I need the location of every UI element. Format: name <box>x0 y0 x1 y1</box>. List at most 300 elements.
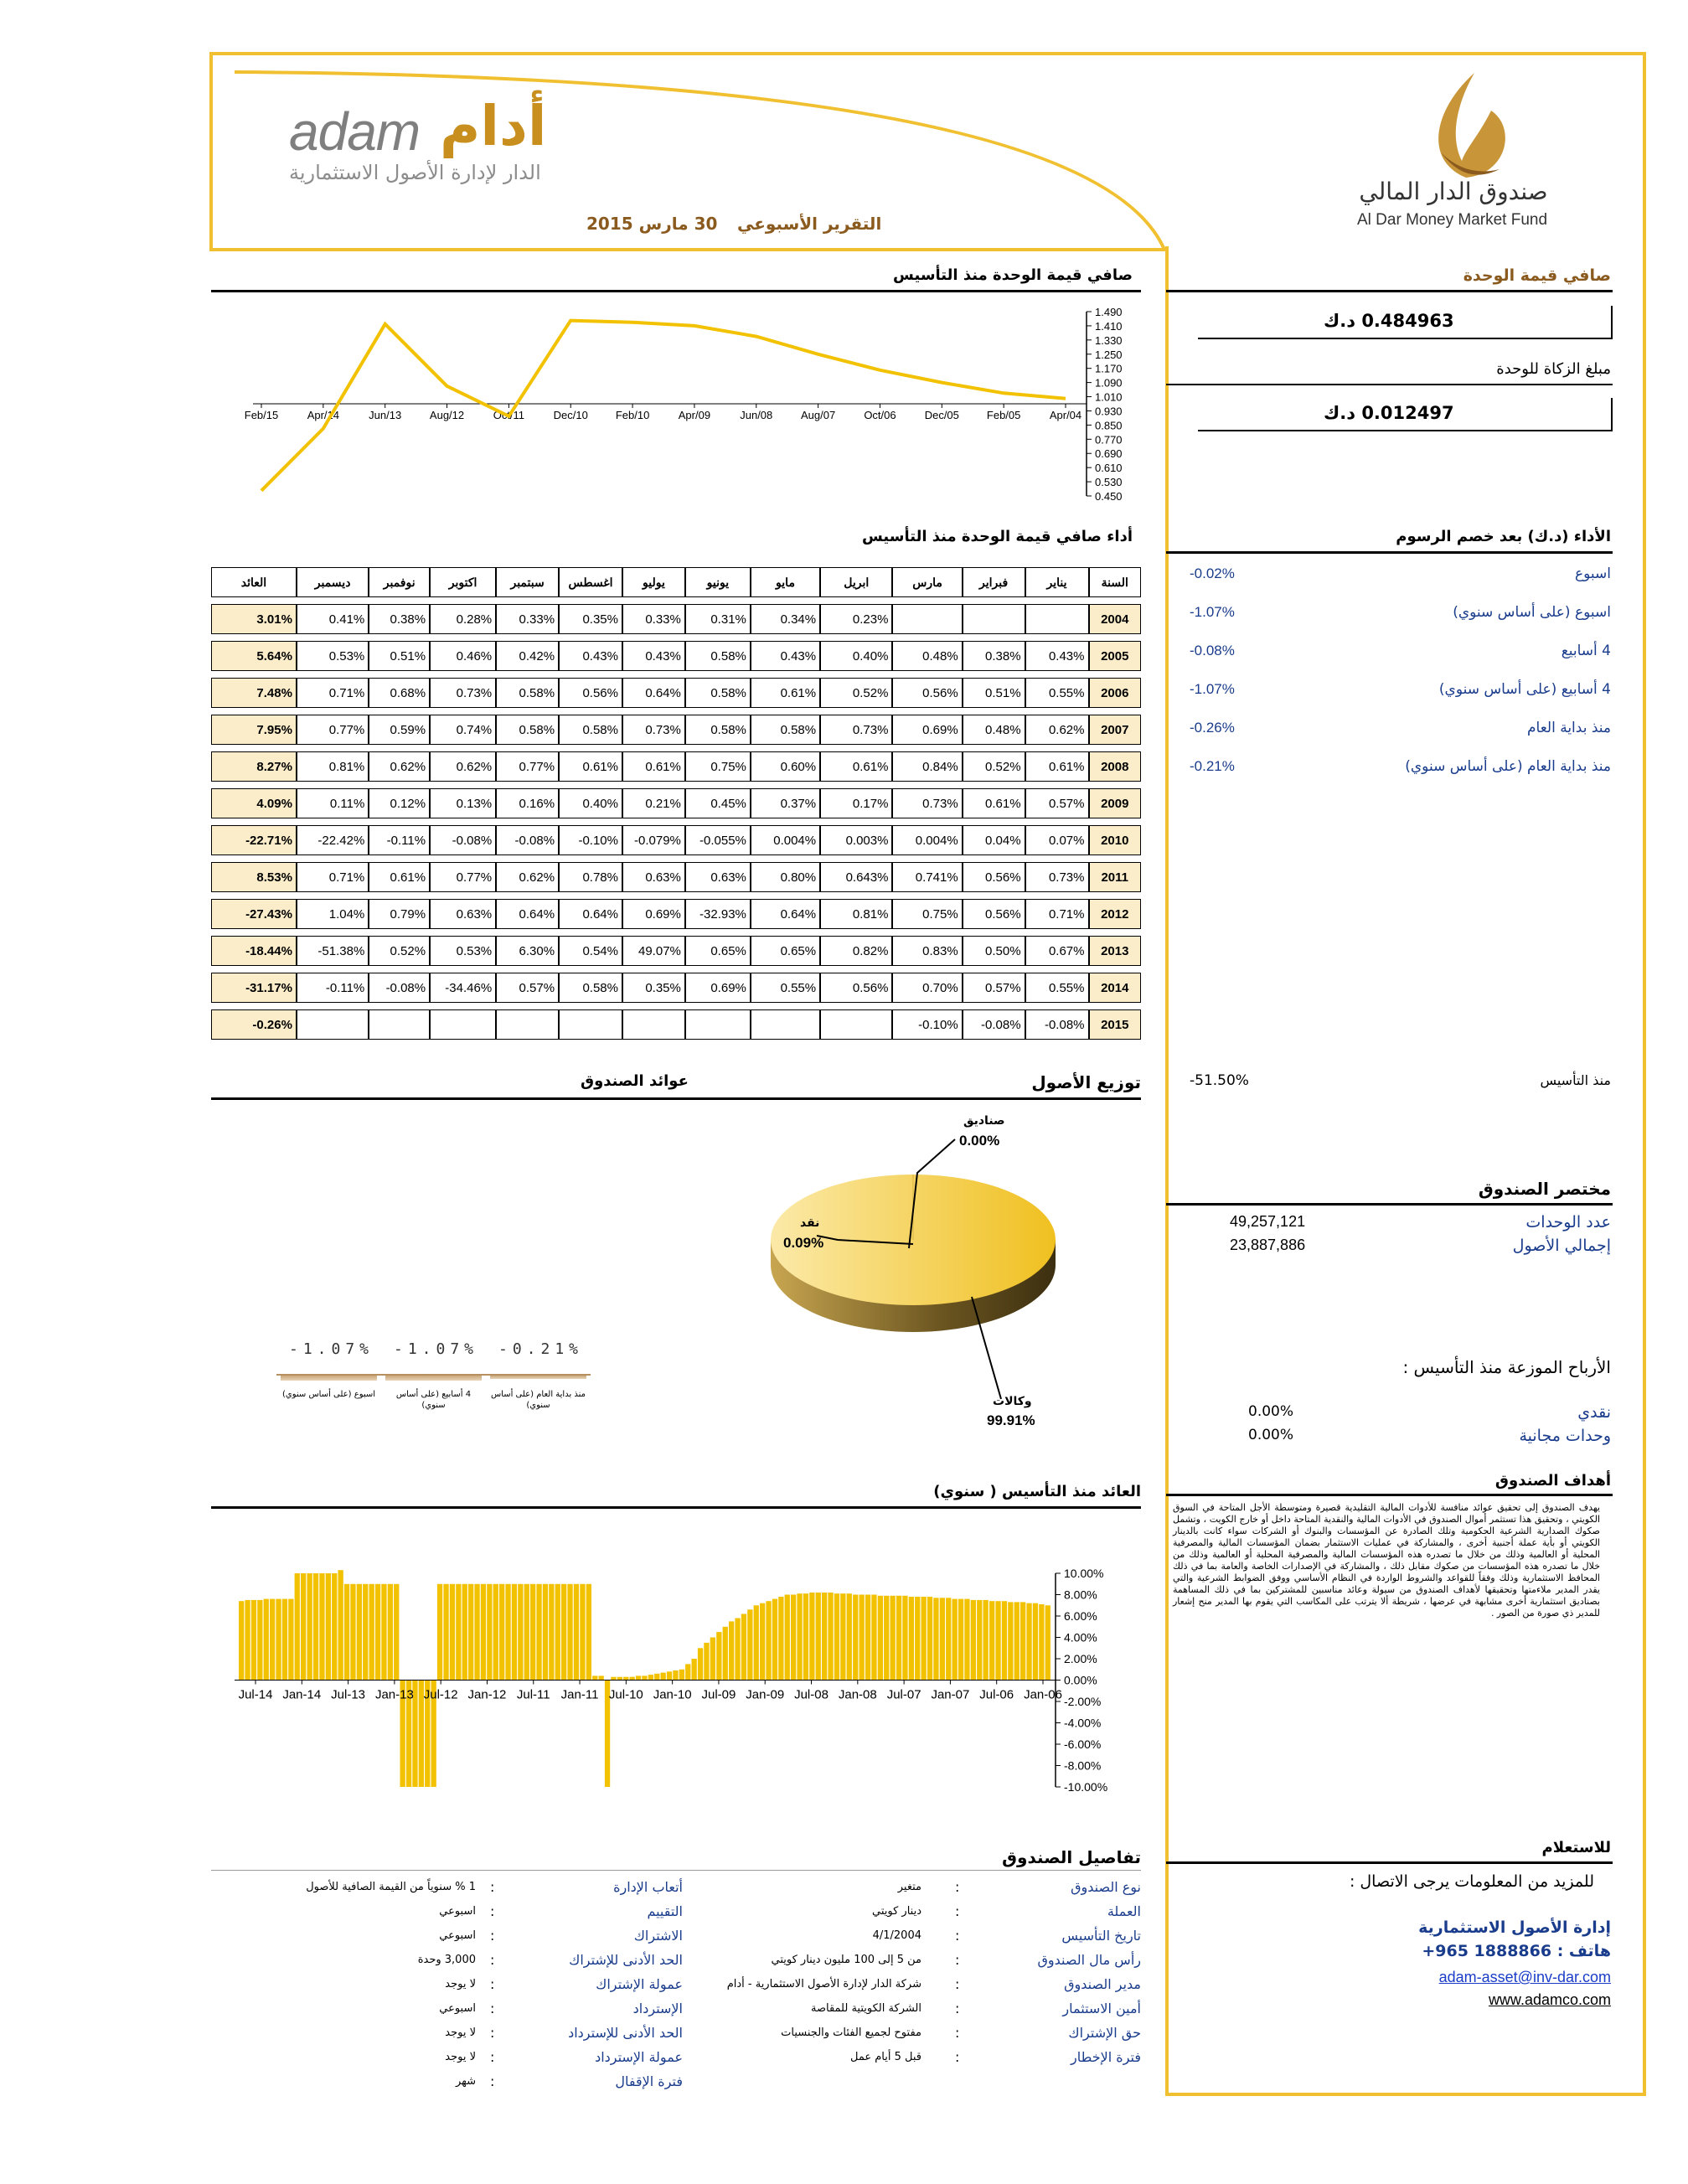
returns-value-label: -1.07% <box>289 1340 374 1358</box>
annual-bar <box>251 1600 256 1681</box>
annual-bar <box>716 1632 721 1680</box>
table-cell: 0.75% <box>685 751 751 782</box>
annual-bar <box>828 1593 833 1681</box>
units-label: عدد الوحدات <box>1525 1213 1611 1231</box>
annual-bar <box>692 1659 697 1681</box>
annual-y-tick-label: -2.00% <box>1064 1695 1102 1708</box>
annual-bar <box>791 1595 796 1681</box>
annual-bar <box>239 1601 244 1680</box>
annual-bar <box>338 1570 343 1680</box>
table-cell: 0.07% <box>1025 825 1089 855</box>
detail-label: فترة الإخطار <box>1071 2049 1141 2065</box>
table-cell: 0.43% <box>1025 641 1089 671</box>
annual-bar <box>1014 1602 1020 1680</box>
table-cell: 0.643% <box>820 862 892 892</box>
table-cell: 0.56% <box>559 678 622 708</box>
table-cell: -51.38% <box>297 936 369 966</box>
annual-bar <box>648 1675 653 1680</box>
adam-logo-ar: أدام <box>440 94 547 158</box>
detail-colon: : <box>955 1952 960 1968</box>
table-cell: 0.54% <box>559 936 622 966</box>
annual-bar <box>462 1584 467 1681</box>
table-cell: 0.04% <box>963 825 1025 855</box>
annual-bar <box>1045 1605 1050 1680</box>
annual-bar <box>915 1597 920 1681</box>
annual-return-cell: 5.64% <box>211 641 297 671</box>
table-cell: 0.77% <box>297 715 369 745</box>
table-cell: 0.004% <box>892 825 962 855</box>
table-cell: 0.53% <box>430 936 496 966</box>
table-cell: 0.81% <box>297 751 369 782</box>
returns-value-label: -1.07% <box>394 1340 479 1358</box>
detail-colon: : <box>955 2049 960 2065</box>
table-cell: -0.08% <box>963 1009 1025 1040</box>
annual-y-tick-label: -6.00% <box>1064 1737 1102 1751</box>
performance-label: 4 أسابيع <box>1561 643 1611 659</box>
annual-bar <box>636 1675 641 1680</box>
table-cell: -0.055% <box>685 825 751 855</box>
performance-value: -0.26% <box>1190 720 1235 736</box>
annual-bar <box>878 1596 883 1681</box>
table-header-row <box>211 567 1141 597</box>
nav-y-tick-label: 1.250 <box>1095 348 1123 361</box>
performance-value: -0.21% <box>1190 758 1235 774</box>
nav-x-tick-label: Feb/10 <box>615 409 650 421</box>
table-cell: 0.43% <box>751 641 820 671</box>
detail-value: اسبوعي <box>439 2002 476 2015</box>
objectives-divider <box>1166 1494 1613 1496</box>
detail-value: 3,000 وحدة <box>417 1954 476 1966</box>
annual-bar <box>952 1599 958 1681</box>
table-cell: 0.82% <box>820 936 892 966</box>
table-cell: 0.77% <box>496 751 559 782</box>
detail-colon: : <box>490 2073 495 2089</box>
table-row <box>211 641 1141 671</box>
detail-colon: : <box>955 2025 960 2041</box>
agency-value: 99.91% <box>987 1412 1035 1428</box>
table-cell: -0.08% <box>1025 1009 1089 1040</box>
table-cell: 0.58% <box>685 678 751 708</box>
year-cell: 2014 <box>1089 973 1142 1003</box>
nav-y-tick-label: 0.450 <box>1095 490 1123 503</box>
table-header-cell: فبراير <box>963 567 1025 597</box>
table-cell: 0.60% <box>751 751 820 782</box>
table-cell: 0.40% <box>559 788 622 818</box>
table-cell: 0.78% <box>559 862 622 892</box>
table-row <box>211 936 1141 966</box>
table-cell: 0.58% <box>559 715 622 745</box>
nav-line-series <box>261 321 1066 491</box>
table-cell: 0.31% <box>685 604 751 634</box>
table-cell: 0.61% <box>751 678 820 708</box>
detail-value: شركة الدار لإدارة الأصول الاستثمارية - أدام <box>726 1978 921 1990</box>
annual-bar <box>561 1584 566 1681</box>
nav-x-tick-label: Apr/04 <box>1049 409 1082 421</box>
annual-x-tick-label: Jan-07 <box>931 1687 970 1702</box>
annual-bar <box>350 1584 355 1681</box>
table-cell: 0.58% <box>751 715 820 745</box>
annual-return-cell: -31.17% <box>211 973 297 1003</box>
annual-x-tick-label: Jul-09 <box>701 1687 736 1702</box>
nav-y-tick-label: 1.090 <box>1095 376 1123 390</box>
detail-label: أمين الاستثمار <box>1062 2001 1141 2016</box>
annual-bar <box>958 1599 963 1681</box>
annual-bar <box>574 1584 579 1681</box>
detail-colon: : <box>490 1903 495 1919</box>
annual-x-tick-label: Jan-10 <box>653 1687 692 1702</box>
annual-bar <box>493 1584 498 1681</box>
performance-label: 4 أسابيع (على أساس سنوي) <box>1438 681 1611 698</box>
table-cell: 0.61% <box>559 751 622 782</box>
table-cell: 0.74% <box>430 715 496 745</box>
table-cell: 0.68% <box>369 678 430 708</box>
table-cell: 0.741% <box>892 862 962 892</box>
detail-label: رأس مال الصندوق <box>1037 1952 1141 1968</box>
annual-bar <box>270 1599 275 1681</box>
nav-y-tick-label: 1.330 <box>1095 333 1123 347</box>
table-cell: 0.75% <box>892 899 962 929</box>
table-cell: 0.58% <box>496 678 559 708</box>
table-cell: 49.07% <box>622 936 685 966</box>
table-cell: 0.58% <box>496 715 559 745</box>
annual-bar <box>772 1599 777 1681</box>
table-row <box>211 604 1141 634</box>
annual-bar <box>847 1593 852 1680</box>
annual-return-cell: 7.48% <box>211 678 297 708</box>
annual-bar <box>332 1573 337 1681</box>
table-cell: 0.16% <box>496 788 559 818</box>
funds-value: 0.00% <box>959 1133 1000 1149</box>
table-cell: 0.48% <box>963 715 1025 745</box>
annual-y-tick-label: 8.00% <box>1064 1588 1097 1602</box>
detail-colon: : <box>955 1879 960 1895</box>
annual-bar <box>940 1598 945 1680</box>
table-cell: 0.43% <box>622 641 685 671</box>
nav-title: صافي قيمة الوحدة <box>1463 266 1611 285</box>
detail-value: الشركة الكويتية للمقاصة <box>811 2002 921 2015</box>
annual-x-tick-label: Jan-08 <box>838 1687 877 1702</box>
annual-bar <box>685 1664 690 1680</box>
summary-divider <box>1166 1203 1613 1206</box>
annual-bar <box>853 1595 858 1681</box>
detail-colon: : <box>955 1976 960 1992</box>
cash-label: نقد <box>800 1216 820 1230</box>
annual-bar <box>754 1605 759 1680</box>
annual-bar <box>679 1670 684 1681</box>
table-cell: 0.34% <box>751 604 820 634</box>
fund-name-ar: صندوق الدار المالي <box>1359 178 1548 205</box>
table-cell: 0.56% <box>892 678 962 708</box>
flame-icon <box>1416 69 1525 186</box>
annual-bar <box>661 1673 666 1681</box>
annual-y-tick-label: 10.00% <box>1064 1567 1104 1580</box>
annual-bar <box>977 1600 982 1681</box>
assets-label: إجمالي الأصول <box>1512 1237 1611 1255</box>
annual-bar <box>630 1677 635 1681</box>
annual-bar <box>747 1609 752 1680</box>
table-cell: 0.63% <box>622 862 685 892</box>
table-cell <box>963 604 1025 634</box>
table-cell: 0.71% <box>297 862 369 892</box>
performance-label: اسبوع (على أساس سنوي) <box>1453 604 1611 621</box>
allocation-pie-chart <box>754 1106 1156 1441</box>
annual-bar <box>301 1573 306 1681</box>
annual-bar <box>512 1584 517 1681</box>
annual-y-tick-label: 0.00% <box>1064 1673 1097 1687</box>
detail-colon: : <box>490 1879 495 1895</box>
performance-value: -0.08% <box>1190 643 1235 658</box>
detail-colon: : <box>955 2001 960 2016</box>
table-cell: 0.41% <box>297 604 369 634</box>
table-cell: -0.10% <box>559 825 622 855</box>
table-cell <box>496 1009 559 1040</box>
zakat-title: مبلغ الزكاة للوحدة <box>1496 360 1611 378</box>
detail-value: مفتوح لجميع الفئات والجنسيات <box>781 2027 921 2039</box>
contact-dept: إدارة الأصول الاستثمارية <box>1418 1918 1611 1937</box>
annual-bar <box>295 1573 300 1681</box>
annual-bar <box>499 1584 504 1681</box>
detail-label: حق الإشتراك <box>1068 2025 1141 2041</box>
annual-bar <box>865 1595 870 1681</box>
annual-bar <box>642 1675 647 1680</box>
annual-y-tick-label: 2.00% <box>1064 1652 1097 1665</box>
contact-title: للاستعلام <box>1541 1839 1611 1856</box>
detail-colon: : <box>490 1952 495 1968</box>
annual-bar <box>989 1601 994 1680</box>
detail-colon: : <box>490 1976 495 1992</box>
table-cell: 0.84% <box>892 751 962 782</box>
nav-divider <box>1166 290 1613 292</box>
nav-x-tick-label: Apr/09 <box>678 409 711 421</box>
detail-colon: : <box>955 1928 960 1944</box>
annual-bar <box>363 1584 368 1681</box>
detail-label: تاريخ التأسيس <box>1061 1928 1141 1944</box>
performance-divider <box>1166 551 1613 554</box>
nav-x-tick-label: Dec/05 <box>924 409 959 421</box>
annual-x-tick-label: Jan-13 <box>374 1687 414 1702</box>
table-cell: 0.43% <box>559 641 622 671</box>
table-cell: 0.33% <box>496 604 559 634</box>
table-row <box>211 751 1141 782</box>
annual-x-tick-label: Jan-06 <box>1024 1687 1062 1702</box>
table-cell: 0.35% <box>559 604 622 634</box>
annual-x-tick-label: Jan-14 <box>282 1687 322 1702</box>
agency-label: وكالات <box>993 1395 1032 1408</box>
detail-label: الحد الأدنى للإشتراك <box>569 1952 683 1968</box>
annual-bar <box>871 1595 876 1681</box>
table-cell: -0.10% <box>892 1009 962 1040</box>
sidebar-frame <box>1165 246 1646 2096</box>
annual-y-tick-label: 6.00% <box>1064 1609 1097 1623</box>
performance-value: -1.07% <box>1190 604 1235 620</box>
since-inception-value: -51.50% <box>1190 1072 1249 1089</box>
table-cell: 0.80% <box>751 862 820 892</box>
performance-value: -1.07% <box>1190 681 1235 697</box>
detail-value: شهر <box>455 2075 476 2088</box>
nav-x-tick-label: Apr/14 <box>307 409 340 421</box>
funds-label: صناديق <box>963 1114 1005 1128</box>
table-row <box>211 899 1141 929</box>
table-cell: -0.079% <box>622 825 685 855</box>
table-cell: 0.69% <box>685 973 751 1003</box>
annual-x-tick-label: Jul-12 <box>423 1687 458 1702</box>
contact-email[interactable]: adam-asset@inv-dar.com <box>1438 1969 1611 1985</box>
year-cell: 2008 <box>1089 751 1142 782</box>
table-cell: -34.46% <box>430 973 496 1003</box>
table-cell: 0.53% <box>297 641 369 671</box>
annual-bar <box>344 1584 349 1681</box>
returns-bar-chart <box>276 1340 612 1433</box>
annual-bar <box>468 1584 473 1681</box>
table-cell: 0.73% <box>622 715 685 745</box>
table-header-cell: يوليو <box>622 567 685 597</box>
company-name-ar: الدار لإدارة الأصول الاستثمارية <box>289 161 541 184</box>
table-cell: 0.55% <box>1025 973 1089 1003</box>
year-cell: 2004 <box>1089 604 1142 634</box>
nav-value: 0.484963 د.ك <box>1324 311 1454 331</box>
performance-label: منذ بداية العام <box>1527 720 1611 736</box>
detail-label: الاشتراك <box>633 1928 683 1944</box>
table-cell: 0.17% <box>820 788 892 818</box>
annual-return-bar-chart <box>218 1567 1139 1801</box>
table-cell: 0.56% <box>820 973 892 1003</box>
detail-value: من 5 إلى 100 مليون دينار كويتي <box>771 1954 921 1966</box>
annual-bar <box>809 1593 814 1681</box>
monthly-performance-table <box>211 560 1141 1046</box>
table-cell: 0.64% <box>496 899 559 929</box>
annual-bar <box>909 1597 914 1681</box>
table-cell: 0.28% <box>430 604 496 634</box>
returns-category-label: منذ بداية العام (على أساس سنوي) <box>490 1390 586 1410</box>
annual-bar <box>927 1597 932 1681</box>
cash-dividend-value: 0.00% <box>1248 1403 1294 1420</box>
table-cell: 0.62% <box>369 751 430 782</box>
table-cell: 0.62% <box>1025 715 1089 745</box>
returns-value-label: -0.21% <box>498 1340 584 1358</box>
table-row <box>211 1009 1141 1040</box>
table-cell: -0.11% <box>369 825 430 855</box>
allocation-title: توزيع الأصول <box>1031 1072 1141 1092</box>
table-cell: 0.65% <box>751 936 820 966</box>
table-cell: 0.63% <box>430 899 496 929</box>
annual-bar <box>450 1584 455 1681</box>
year-cell: 2010 <box>1089 825 1142 855</box>
table-cell <box>559 1009 622 1040</box>
table-cell: 0.48% <box>892 641 962 671</box>
units-value: 49,257,121 <box>1230 1213 1306 1230</box>
table-row <box>211 788 1141 818</box>
table-cell: 0.37% <box>751 788 820 818</box>
annual-bar <box>890 1596 896 1681</box>
report-title: التقرير الأسبوعي <box>737 214 882 234</box>
annual-bar <box>592 1675 597 1680</box>
annual-bar <box>760 1603 765 1681</box>
performance-label: اسبوع <box>1574 565 1611 582</box>
table-cell: 0.67% <box>1025 936 1089 966</box>
table-cell: 0.40% <box>820 641 892 671</box>
table-row <box>211 825 1141 855</box>
returns-category-label: اسبوع (على أساس سنوي) <box>281 1390 376 1399</box>
annual-bar <box>388 1584 393 1681</box>
table-cell: 0.83% <box>892 936 962 966</box>
year-cell: 2009 <box>1089 788 1142 818</box>
annual-bar <box>704 1643 709 1681</box>
annual-bar <box>778 1597 783 1681</box>
table-cell: 0.62% <box>496 862 559 892</box>
annual-bar <box>481 1584 486 1681</box>
table-cell: 0.33% <box>622 604 685 634</box>
table-cell: 0.73% <box>820 715 892 745</box>
table-cell: 0.57% <box>1025 788 1089 818</box>
table-cell: 0.65% <box>685 936 751 966</box>
detail-label: الحد الأدنى للإسترداد <box>568 2025 683 2041</box>
nav-y-tick-label: 1.410 <box>1095 319 1123 333</box>
annual-bar <box>840 1593 845 1680</box>
table-cell: 0.61% <box>820 751 892 782</box>
annual-bar <box>487 1584 492 1681</box>
table-cell: 0.64% <box>559 899 622 929</box>
assets-value: 23,887,886 <box>1230 1237 1306 1253</box>
detail-colon: : <box>490 2001 495 2016</box>
table-cell: 0.12% <box>369 788 430 818</box>
detail-value: متغير <box>897 1881 921 1893</box>
annual-bar <box>623 1677 628 1681</box>
table-cell: 0.46% <box>430 641 496 671</box>
table-cell: 0.003% <box>820 825 892 855</box>
annual-bar <box>834 1593 839 1680</box>
annual-bar <box>282 1599 287 1681</box>
annual-bar <box>257 1600 262 1681</box>
table-cell: 0.38% <box>369 604 430 634</box>
annual-x-tick-label: Jul-06 <box>979 1687 1014 1702</box>
nav-y-tick-label: 0.930 <box>1095 405 1123 418</box>
annual-bar <box>599 1675 604 1680</box>
table-cell: 0.13% <box>430 788 496 818</box>
fund-logo <box>1357 60 1634 245</box>
detail-label: نوع الصندوق <box>1071 1879 1141 1895</box>
annual-bar <box>667 1671 672 1680</box>
table-cell: 0.64% <box>622 678 685 708</box>
table-cell: 0.70% <box>892 973 962 1003</box>
annual-x-tick-label: Jan-12 <box>467 1687 507 1702</box>
table-cell <box>1025 604 1089 634</box>
table-cell <box>369 1009 430 1040</box>
annual-bar <box>983 1600 989 1681</box>
table-header-cell: مايو <box>751 567 820 597</box>
annual-x-tick-label: Jul-07 <box>886 1687 921 1702</box>
contact-divider <box>1166 1861 1613 1864</box>
returns-title: عوائد الصندوق <box>581 1072 689 1090</box>
annual-bar <box>803 1593 808 1680</box>
annual-bar <box>394 1584 399 1681</box>
cash-dividend-label: نقدي <box>1577 1403 1611 1422</box>
table-header-cell: ديسمبر <box>297 567 369 597</box>
detail-label: مدير الصندوق <box>1064 1976 1141 1992</box>
annual-bar <box>524 1584 529 1681</box>
annual-bar <box>729 1621 734 1680</box>
detail-label: التقييم <box>647 1903 683 1919</box>
nav-x-tick-label: Dec/10 <box>553 409 588 421</box>
contact-intro: للمزيد من المعلومات يرجى الاتصال : <box>1349 1872 1594 1891</box>
zakat-divider <box>1166 384 1613 385</box>
adam-logo-en: adam <box>289 101 421 162</box>
nav-y-tick-label: 1.170 <box>1095 362 1123 375</box>
returns-bar <box>281 1376 377 1381</box>
contact-website[interactable]: www.adamco.com <box>1488 1991 1611 2008</box>
nav-x-tick-label: Jun/08 <box>740 409 773 421</box>
table-header-cell: مارس <box>892 567 962 597</box>
detail-colon: : <box>490 2049 495 2065</box>
